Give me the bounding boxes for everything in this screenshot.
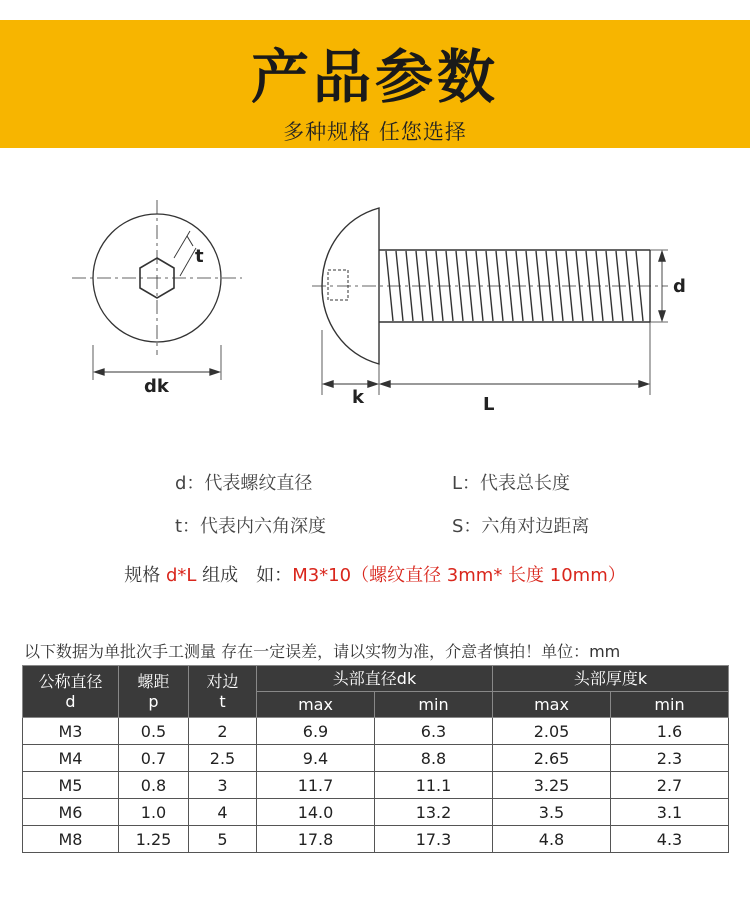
table-row (23, 772, 729, 799)
cell-p: 0.5 (119, 718, 189, 745)
spec-format-line (0, 561, 750, 587)
spec-prefix: 规格 (124, 565, 166, 586)
header-across-flats-sym: t (219, 691, 226, 711)
cell-dk-max: 17.8 (257, 826, 375, 853)
cell-k-min: 3.1 (611, 799, 729, 826)
header-k-max: max (493, 692, 611, 718)
label-k: k (352, 387, 364, 408)
header-head-diameter: 头部直径dk (257, 666, 493, 692)
cell-dk-max: 6.9 (257, 718, 375, 745)
cell-dk-max: 9.4 (257, 745, 375, 772)
spec-middle: 组成 如： (196, 565, 293, 586)
cell-k-max: 2.05 (493, 718, 611, 745)
legend-d: d：代表螺纹直径 (175, 473, 313, 494)
legend-L: L：代表总长度 (452, 473, 571, 494)
header-across-flats (189, 666, 257, 718)
header-k-min: min (611, 692, 729, 718)
cell-k-min: 4.3 (611, 826, 729, 853)
measurement-note: 以下数据为单批次手工测量 存在一定误差，请以实物为准，介意者慎拍！单位：mm (24, 642, 621, 661)
cell-k-max: 4.8 (493, 826, 611, 853)
cell-t: 4 (189, 799, 257, 826)
header-nominal-diameter (23, 666, 119, 718)
spec-formula: d*L (165, 565, 197, 586)
spec-example: M3*10（螺纹直径 3mm* 长度 10mm） (292, 565, 626, 586)
table-row (23, 745, 729, 772)
screw-side-view (312, 208, 668, 395)
cell-k-min: 2.3 (611, 745, 729, 772)
cell-t: 3 (189, 772, 257, 799)
label-dk: dk (144, 376, 169, 397)
cell-k-min: 1.6 (611, 718, 729, 745)
page-title: 产品参数 (250, 43, 499, 111)
cell-d: M8 (23, 826, 119, 853)
cell-t: 2.5 (189, 745, 257, 772)
header-nominal-diameter-cn: 公称直径 (38, 671, 103, 691)
cell-k-min: 2.7 (611, 772, 729, 799)
cell-p: 1.25 (119, 826, 189, 853)
cell-k-max: 3.5 (493, 799, 611, 826)
cell-d: M4 (23, 745, 119, 772)
header-dk-max: max (257, 692, 375, 718)
cell-p: 0.7 (119, 745, 189, 772)
page-subtitle: 多种规格 任您选择 (283, 120, 467, 144)
cell-t: 2 (189, 718, 257, 745)
header-across-flats-cn: 对边 (206, 671, 239, 691)
header-pitch-cn: 螺距 (137, 671, 170, 691)
label-t: t (195, 246, 204, 267)
cell-d: M3 (23, 718, 119, 745)
legend-t: t：代表内六角深度 (175, 516, 327, 537)
label-d: d (673, 276, 686, 297)
table-row (23, 718, 729, 745)
table-row (23, 826, 729, 853)
cell-t: 5 (189, 826, 257, 853)
spec-table (22, 665, 729, 853)
cell-d: M6 (23, 799, 119, 826)
cell-p: 1.0 (119, 799, 189, 826)
cell-k-max: 3.25 (493, 772, 611, 799)
header-head-thickness: 头部厚度k (493, 666, 729, 692)
table-row (23, 799, 729, 826)
legend-S: S：六角对边距离 (452, 516, 590, 537)
header-nominal-diameter-sym: d (65, 691, 76, 711)
screw-diagram (0, 160, 750, 420)
cell-dk-min: 6.3 (375, 718, 493, 745)
cell-dk-min: 17.3 (375, 826, 493, 853)
screw-top-view (72, 200, 242, 380)
header-dk-min: min (375, 692, 493, 718)
label-L: L (483, 394, 495, 415)
cell-dk-min: 13.2 (375, 799, 493, 826)
cell-dk-max: 14.0 (257, 799, 375, 826)
header-pitch (119, 666, 189, 718)
cell-k-max: 2.65 (493, 745, 611, 772)
cell-dk-min: 8.8 (375, 745, 493, 772)
cell-dk-max: 11.7 (257, 772, 375, 799)
cell-p: 0.8 (119, 772, 189, 799)
cell-d: M5 (23, 772, 119, 799)
cell-dk-min: 11.1 (375, 772, 493, 799)
header-pitch-sym: p (148, 691, 159, 711)
